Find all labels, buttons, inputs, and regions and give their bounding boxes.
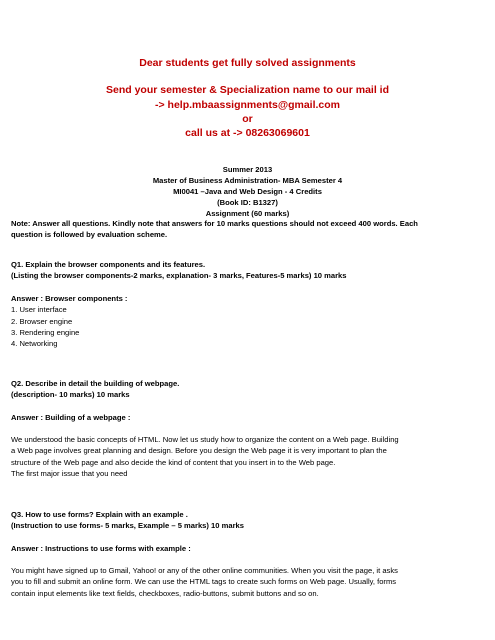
promo-phone: call us at -> 08263069601 bbox=[185, 127, 310, 139]
q1-scheme: (Listing the browser components-2 marks, explanation- 3 marks, Features-5 marks) 10 marks bbox=[11, 271, 347, 281]
q3-para-line-2: you to fill and submit an online form. We can use the HTML tags to create such forms on Web page. Usually, forms bbox=[11, 577, 397, 587]
promo-or: or bbox=[242, 113, 253, 125]
header-program: Master of Business Administration- MBA Semester 4 bbox=[152, 176, 343, 185]
header-book-id: (Book ID: B1327) bbox=[217, 198, 278, 207]
answer-3-body bbox=[11, 565, 463, 599]
q3-scheme: (Instruction to use forms- 5 marks, Example – 5 marks) 10 marks bbox=[11, 521, 244, 531]
note-block bbox=[11, 218, 463, 241]
q2-para-line-2: a Web page involves great planning and design. Before you design the Web page it is very important to plan the bbox=[11, 446, 387, 456]
header-assignment: Assignment (60 marks) bbox=[205, 209, 290, 218]
answer-1 bbox=[11, 293, 463, 349]
note-line-2: question is followed by evaluation scheme. bbox=[11, 230, 168, 240]
header-session: Summer 2013 bbox=[222, 165, 273, 174]
q2-scheme: (description- 10 marks) 10 marks bbox=[11, 390, 130, 400]
q2-title: Q2. Describe in detail the building of webpage. bbox=[11, 379, 180, 388]
q3-title: Q3. How to use forms? Explain with an example . bbox=[11, 510, 188, 519]
question-3 bbox=[11, 509, 463, 532]
q3-para-line-3: contain input elements like text fields, checkboxes, radio-buttons, submit buttons and so on. bbox=[11, 588, 319, 598]
q1-answer-heading: Answer : Browser components : bbox=[11, 294, 128, 303]
q2-para-line-3: structure of the Web page and also decide the kind of content that you insert in to the Web page. bbox=[11, 457, 336, 467]
header-course: MI0041 –Java and Web Design - 4 Credits bbox=[173, 187, 322, 196]
q3-para-line-1: You might have signed up to Gmail, Yahoo! or any of the other online communities. When you visit the page, it asks bbox=[11, 566, 398, 575]
q2-para-line-4: The first major issue that you need bbox=[11, 468, 128, 478]
promo-line-2: Send your semester & Specialization name to our mail id bbox=[106, 84, 389, 96]
q1-item-3: 3. Rendering engine bbox=[11, 327, 80, 337]
question-2 bbox=[11, 378, 463, 401]
q1-item-4: 4. Networking bbox=[11, 339, 58, 349]
question-1 bbox=[11, 259, 463, 282]
q1-item-2: 2. Browser engine bbox=[11, 316, 73, 326]
answer-2-body bbox=[11, 434, 463, 479]
promo-email: -> help.mbaassignments@gmail.com bbox=[155, 99, 340, 111]
promo-line-1: Dear students get fully solved assignments bbox=[139, 57, 356, 69]
q2-para-line-1: We understood the basic concepts of HTML. Now let us study how to organize the content on a Web page. Building bbox=[11, 435, 399, 444]
q2-answer-heading: Answer : Building of a webpage : bbox=[11, 413, 131, 422]
note-line-1: Note: Answer all questions. Kindly note that answers for 10 marks questions should not exceed 400 words. Each bbox=[11, 219, 418, 228]
q1-title: Q1. Explain the browser components and its features. bbox=[11, 260, 206, 269]
q3-answer-heading: Answer : Instructions to use forms with example : bbox=[11, 544, 191, 553]
q1-item-1: 1. User interface bbox=[11, 305, 67, 315]
